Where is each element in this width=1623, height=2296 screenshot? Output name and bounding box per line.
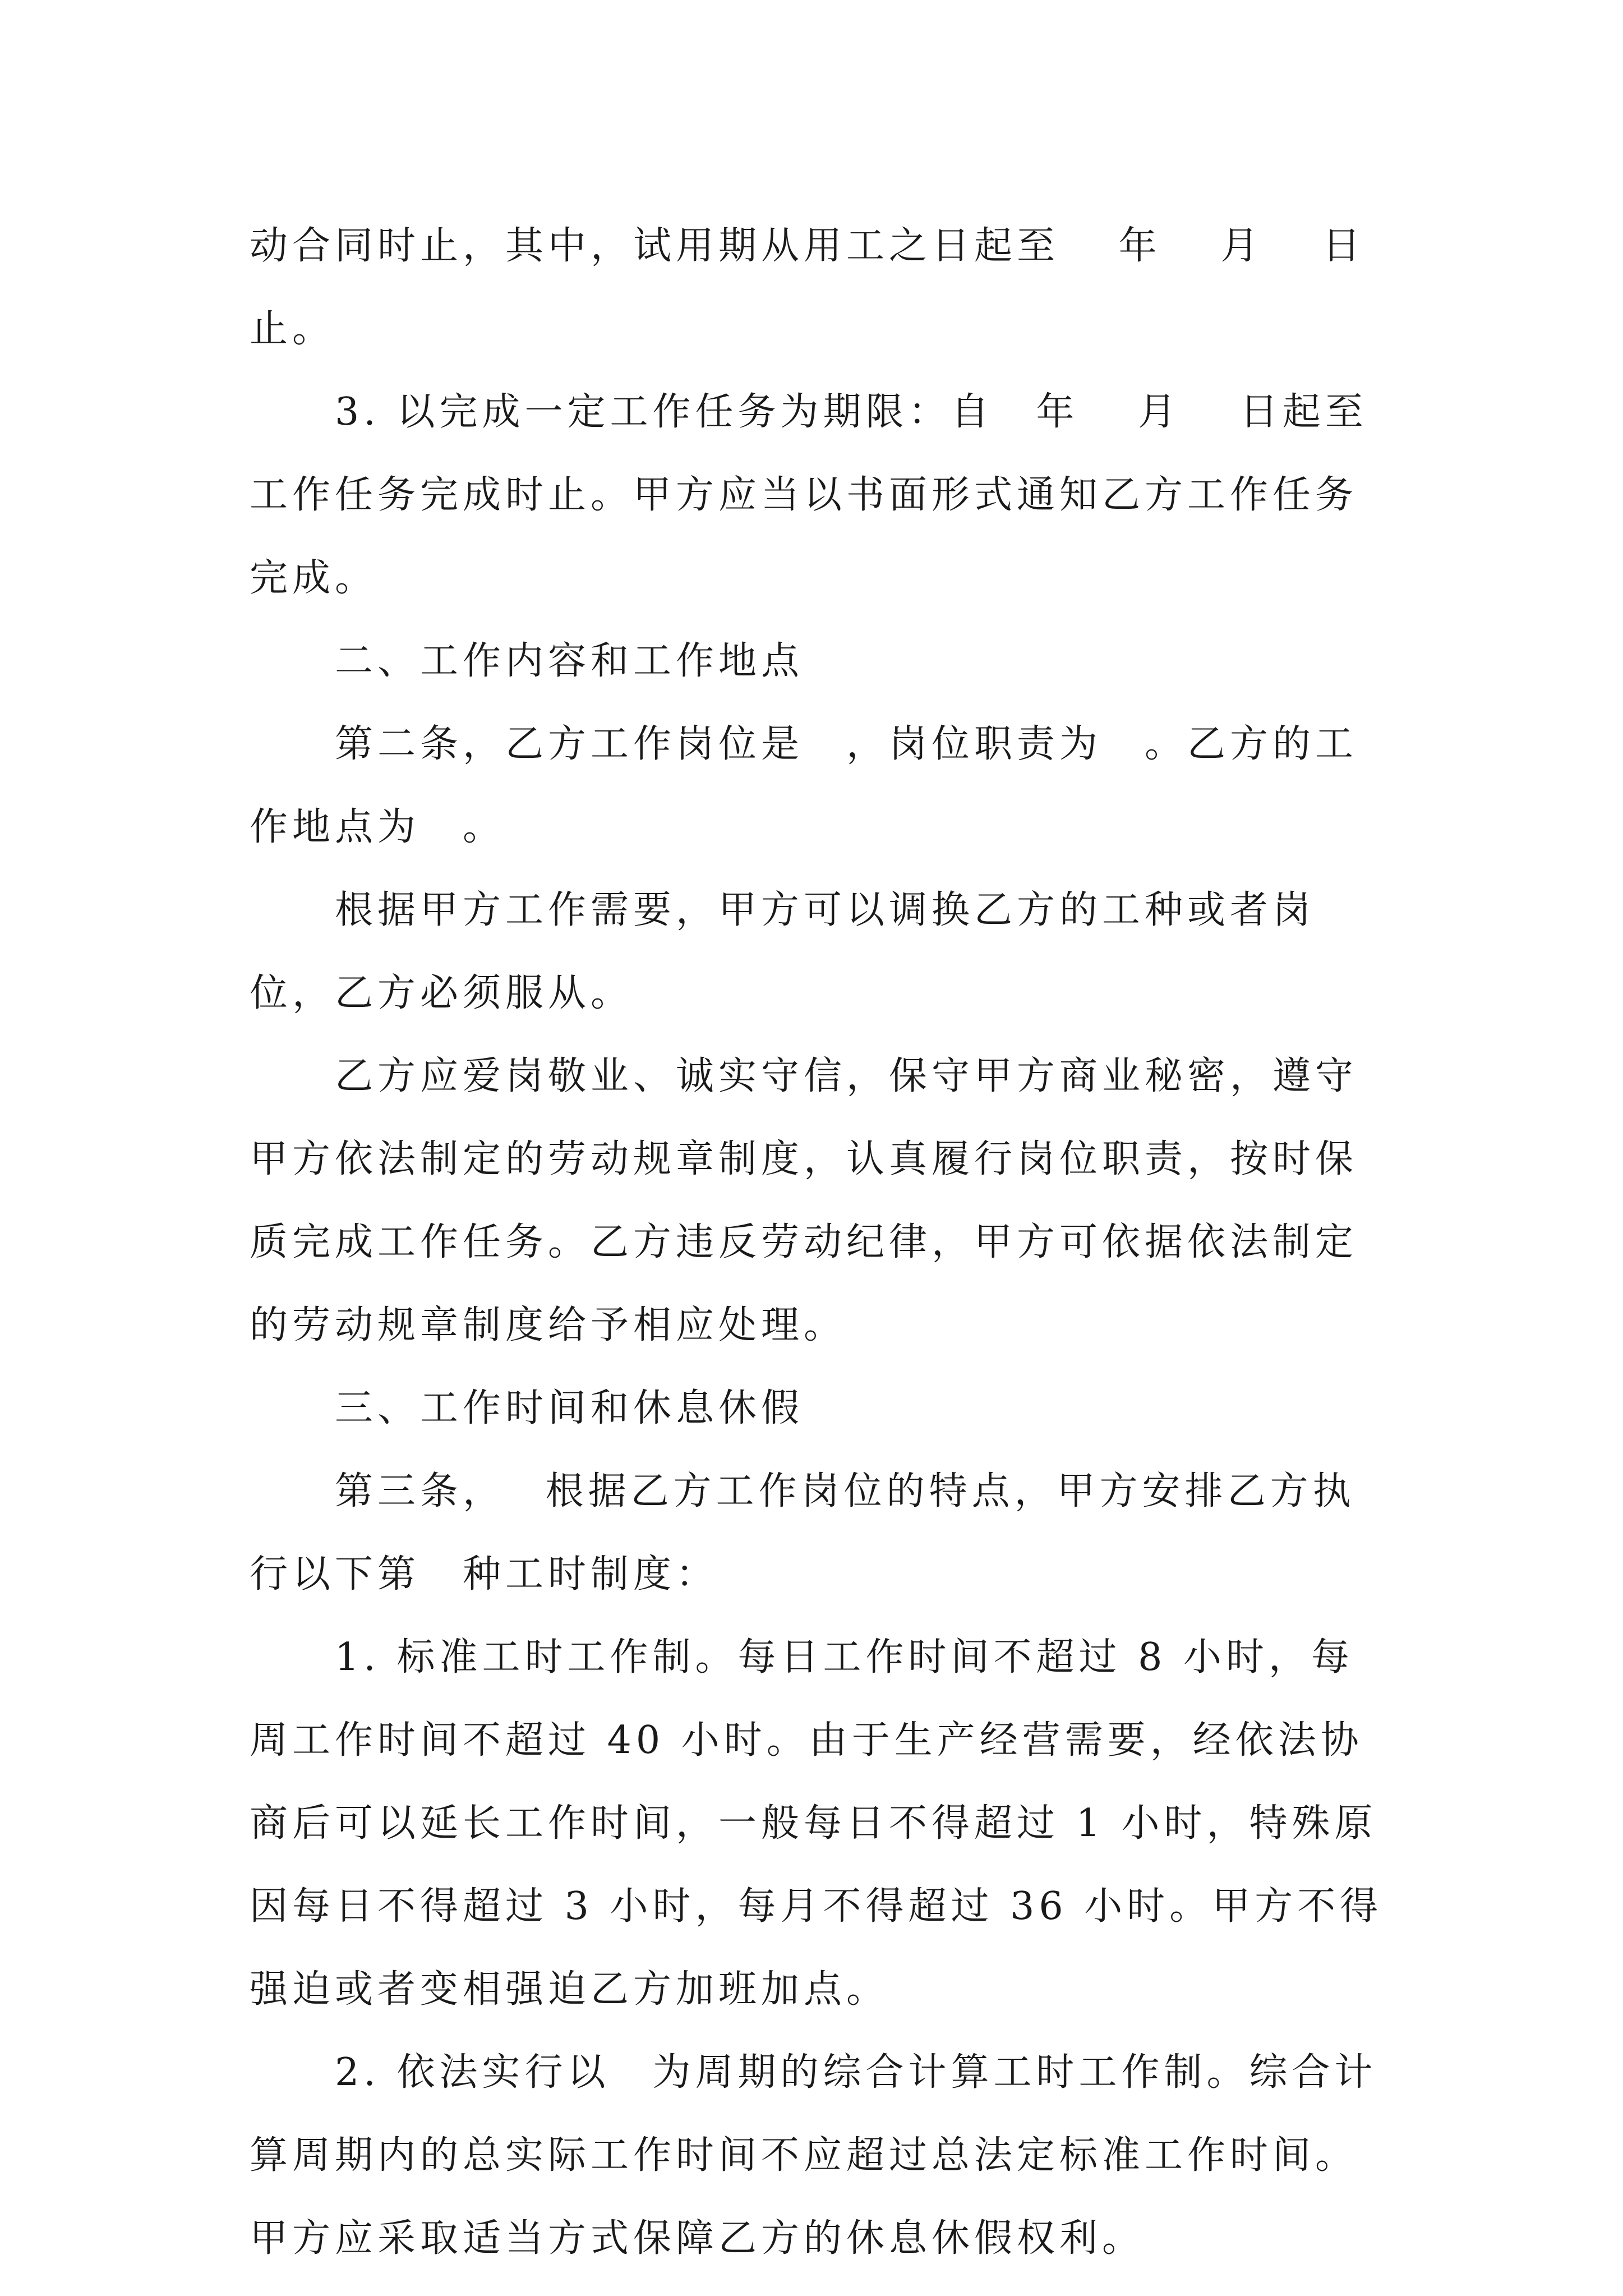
paragraph-comprehensive-hours: 2. 依法实行以 为周期的综合计算工时工作制。综合计算周期内的总实际工作时间不应超过总法定标准工作时间。甲方应采取适当方式保障乙方的休息休假权利。 — [250, 2050, 1377, 2261]
paragraph-probation-period: 动合同时止，其中，试用期从用工之日起至 年 月 日止。 — [250, 224, 1365, 351]
paragraph-article-two: 第二条，乙方工作岗位是 ，岗位职责为 。乙方的工作地点为 。 — [250, 722, 1358, 849]
paragraph-employee-duties: 乙方应爱岗敬业、诚实守信，保守甲方商业秘密，遵守甲方依法制定的劳动规章制度，认真履行岗位职责，按时保质完成工作任务。乙方违反劳动纪律，甲方可依据依法制定的劳动规章制度给予相应处理。 — [250, 1054, 1358, 1347]
section-heading-working-hours-leave: 三、工作时间和休息休假 — [335, 1386, 804, 1430]
paragraph-article-three: 第三条， 根据乙方工作岗位的特点，甲方安排乙方执行以下第 种工时制度： — [250, 1469, 1355, 1596]
contract-text-body — [250, 205, 1453, 2280]
section-heading-work-content-location: 二、工作内容和工作地点 — [335, 639, 804, 683]
paragraph-standard-hours: 1. 标准工时工作制。每日工作时间不超过 8 小时，每周工作时间不超过 40 小时。由于生产经营需要，经依法协商后可以延长工作时间，一般每日不得超过 1 小时，特殊原因每日不得超过 3 小时，每月不得超过 36 小时。甲方不得强迫或者变相强迫乙方加班加点。 — [250, 1635, 1383, 2012]
paragraph-job-reassignment: 根据甲方工作需要，甲方可以调换乙方的工种或者岗位，乙方必须服从。 — [250, 888, 1316, 1015]
paragraph-task-based-term: 3. 以完成一定工作任务为期限：自 年 月 日起至 工作任务完成时止。甲方应当以书面形式通知乙方工作任务完成。 — [250, 390, 1453, 600]
